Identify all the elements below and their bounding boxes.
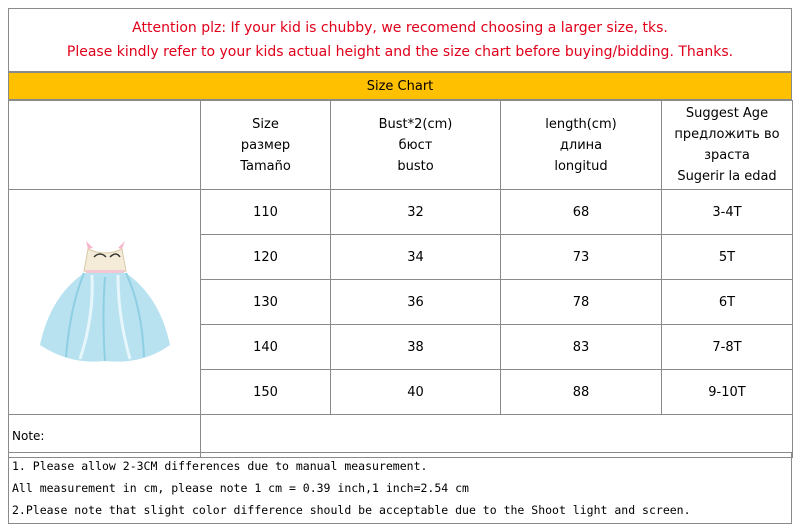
bust-cell: 34 [331,235,501,280]
header-size: Size размер Tamaño [201,101,331,190]
size-chart-header [8,72,792,100]
size-cell: 110 [201,190,331,235]
bust-cell: 40 [331,370,501,415]
attention-line-1: Attention plz: If your kid is chubby, we recomend choosing a larger size, tks. [132,20,668,36]
attention-line-2: Please kindly refer to your kids actual height and the size chart before buying/bidding. Thanks. [66,44,734,60]
unicorn-tulle-dress-icon [30,227,180,377]
header-blank [9,101,201,190]
length-cell: 78 [501,280,662,325]
table-header-row [9,101,793,190]
size-cell: 120 [201,235,331,280]
length-cell: 83 [501,325,662,370]
note-line-3: 2.Please note that slight color difference should be acceptable due to the Shoot light and screen. [12,503,691,517]
size-cell: 150 [201,370,331,415]
length-cell: 73 [501,235,662,280]
bust-cell: 32 [331,190,501,235]
age-cell: 5T [662,235,793,280]
age-cell: 6T [662,280,793,325]
note-label: Note: [9,415,201,458]
notes-box [8,452,792,524]
age-cell: 7-8T [662,325,793,370]
size-chart-title: Size Chart [366,78,434,94]
size-cell: 130 [201,280,331,325]
bust-cell: 36 [331,280,501,325]
age-cell: 9-10T [662,370,793,415]
header-age: Suggest Age предложить во зраста Sugerir la edad [662,101,793,190]
bust-cell: 38 [331,325,501,370]
size-table [8,100,793,458]
age-cell: 3-4T [662,190,793,235]
note-line-2: All measurement in cm, please note 1 cm = 0.39 inch,1 inch=2.54 cm [12,481,469,495]
product-photo [9,190,201,415]
attention-banner [8,8,792,72]
header-length: length(cm) длина longitud [501,101,662,190]
note-line-1: 1. Please allow 2-3CM differences due to manual measurement. [12,459,428,473]
length-cell: 68 [501,190,662,235]
header-bust: Bust*2(cm) бюст busto [331,101,501,190]
length-cell: 88 [501,370,662,415]
size-cell: 140 [201,325,331,370]
table-row [9,190,793,235]
